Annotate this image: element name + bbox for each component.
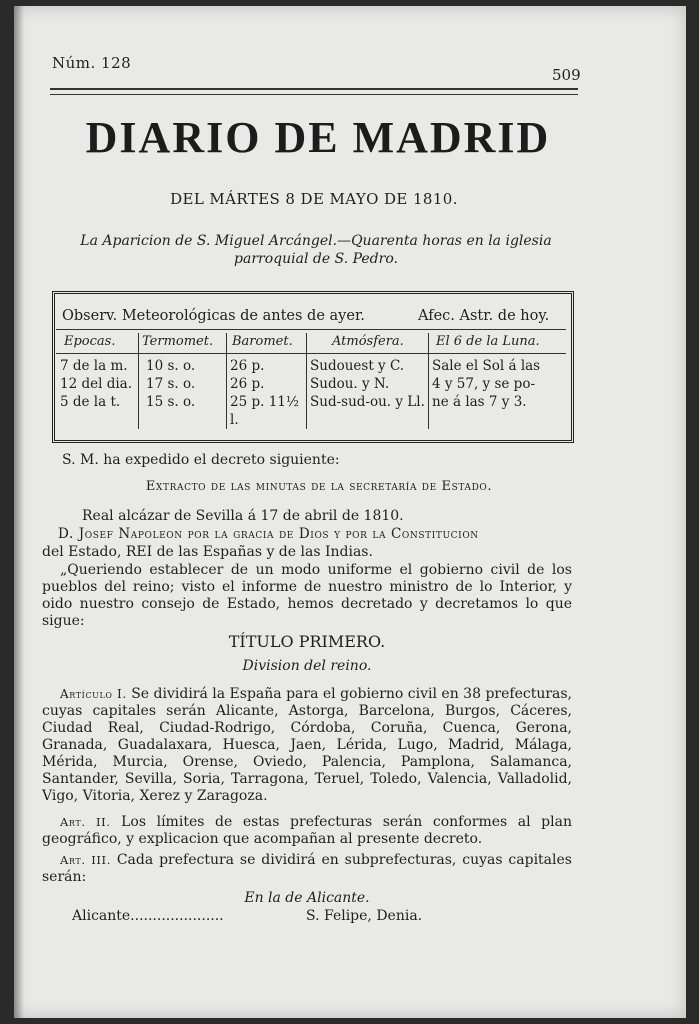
- masthead-title: DIARIO DE MADRID: [85, 113, 551, 162]
- title-heading: TÍTULO PRIMERO.: [228, 632, 386, 651]
- saints-line-2: parroquial de S. Pedro.: [234, 251, 398, 267]
- alicante-heading: En la de Alicante.: [244, 890, 370, 906]
- article-3-text: Cada prefectura se dividirá en subprefecturas, cuyas capitales serán:: [42, 852, 572, 885]
- page-number: 509: [552, 66, 581, 84]
- table-cell: 10 s. o.: [146, 358, 196, 374]
- place-date: Real alcázar de Sevilla á 17 de abril de 1810.: [82, 508, 404, 524]
- col-header-termomet: Termomet.: [142, 334, 214, 349]
- table-rule-top: [56, 329, 566, 330]
- col-header-epocas: Epocas.: [64, 334, 116, 349]
- table-rule-header: [56, 353, 566, 354]
- article-2-label: Art. II.: [60, 815, 111, 829]
- extract-heading: Extracto de las minutas de la secretaría de Estado.: [145, 479, 493, 494]
- table-cell: 15 s. o.: [146, 394, 196, 410]
- date-line: DEL MÁRTES 8 DE MAYO DE 1810.: [170, 190, 458, 208]
- table-cell: Sudou. y N.: [310, 376, 390, 392]
- termomet-column: [146, 357, 224, 411]
- table-cell: Sudouest y C.: [310, 358, 405, 374]
- article-1: [42, 686, 572, 805]
- decree-intro: S. M. ha expedido el decreto siguiente:: [62, 452, 340, 468]
- king-title-line1: D. Josef Napoleon por la gracia de Dios y por la Constitucion: [58, 526, 479, 542]
- article-3: [42, 852, 572, 886]
- table-cell: 25 p. 11½ l.: [230, 394, 299, 428]
- header-rule-thin: [50, 94, 578, 95]
- atmosfera-column: [310, 357, 428, 411]
- alicante-capital: Alicante.....................: [72, 908, 224, 924]
- article-1-label: Artículo I.: [60, 687, 127, 701]
- section-subtitle: Division del reino.: [242, 658, 372, 674]
- col-divider: [226, 333, 227, 429]
- article-1-text: Se dividirá la España para el gobierno civil en 38 prefecturas, cuyas capitales serán Alicante, Astorga, Barcelona, Burgos, Cáceres, Ciudad Real, Ciudad-Rodrigo, Córdoba, Coruña, Cuenca, Gerona, Granada, Guadalaxara, Huesca, Jaen, Lérida, Lugo, Madrid, Málaga, Mérida, Murcia, Orense, Oviedo, Palencia, Pamplona, Salamanca, Santander, Sevilla, Soria, Tarragona, Teruel, Toledo, Valencia, Valladolid, Vigo, Vitoria, Xerez y Zaragoza.: [42, 686, 573, 804]
- newspaper-page: [14, 6, 686, 1018]
- king-title-line2: del Estado, REI de las Españas y de las Indias.: [42, 544, 373, 560]
- table-cell: 26 p.: [230, 376, 265, 392]
- saints-line-1: La Aparicion de S. Miguel Arcángel.—Quarenta horas en la iglesia: [80, 233, 552, 249]
- weather-heading: Observ. Meteorológicas de antes de ayer.: [62, 308, 365, 324]
- table-cell: 5 de la t.: [60, 394, 121, 410]
- astro-heading: Afec. Astr. de hoy.: [418, 308, 550, 324]
- header-rule-thick: [50, 88, 578, 90]
- issue-number: Núm. 128: [52, 54, 132, 72]
- decree-preamble: „Queriendo establecer de un modo uniforme el gobierno civil de los pueblos del reino; visto el informe de nuestro ministro de lo Interior, y oido nuestro consejo de Estado, hemos decretado y decretamos lo que sigue:: [42, 562, 572, 629]
- luna-column: [432, 357, 566, 411]
- epocas-column: [60, 357, 136, 411]
- saints-notice: [66, 232, 566, 268]
- table-cell: 7 de la m.: [60, 358, 128, 374]
- table-cell: 17 s. o.: [146, 376, 196, 392]
- baromet-column: [230, 357, 306, 429]
- col-header-baromet: Baromet.: [232, 334, 293, 349]
- table-cell: Sale el Sol á las: [432, 358, 541, 374]
- article-3-label: Art. III.: [60, 853, 111, 867]
- table-cell: 26 p.: [230, 358, 265, 374]
- binding-shadow: [14, 6, 24, 1018]
- table-cell: 4 y 57, y se po-: [432, 376, 536, 392]
- article-2-text: Los límites de estas prefecturas serán conformes al plan geográfico, y explicacion que acompañan al presente decreto.: [42, 814, 572, 847]
- table-cell: Sud-sud-ou. y Ll.: [310, 394, 425, 410]
- col-divider: [306, 333, 307, 429]
- alicante-subprefectures: S. Felipe, Denia.: [306, 908, 423, 924]
- col-divider: [428, 333, 429, 429]
- article-2: [42, 814, 572, 848]
- col-header-atmosfera: Atmósfera.: [332, 334, 404, 349]
- table-cell: ne á las 7 y 3.: [432, 394, 527, 410]
- table-cell: 12 del dia.: [60, 376, 133, 392]
- col-divider: [138, 333, 139, 429]
- col-header-luna: El 6 de la Luna.: [436, 334, 540, 349]
